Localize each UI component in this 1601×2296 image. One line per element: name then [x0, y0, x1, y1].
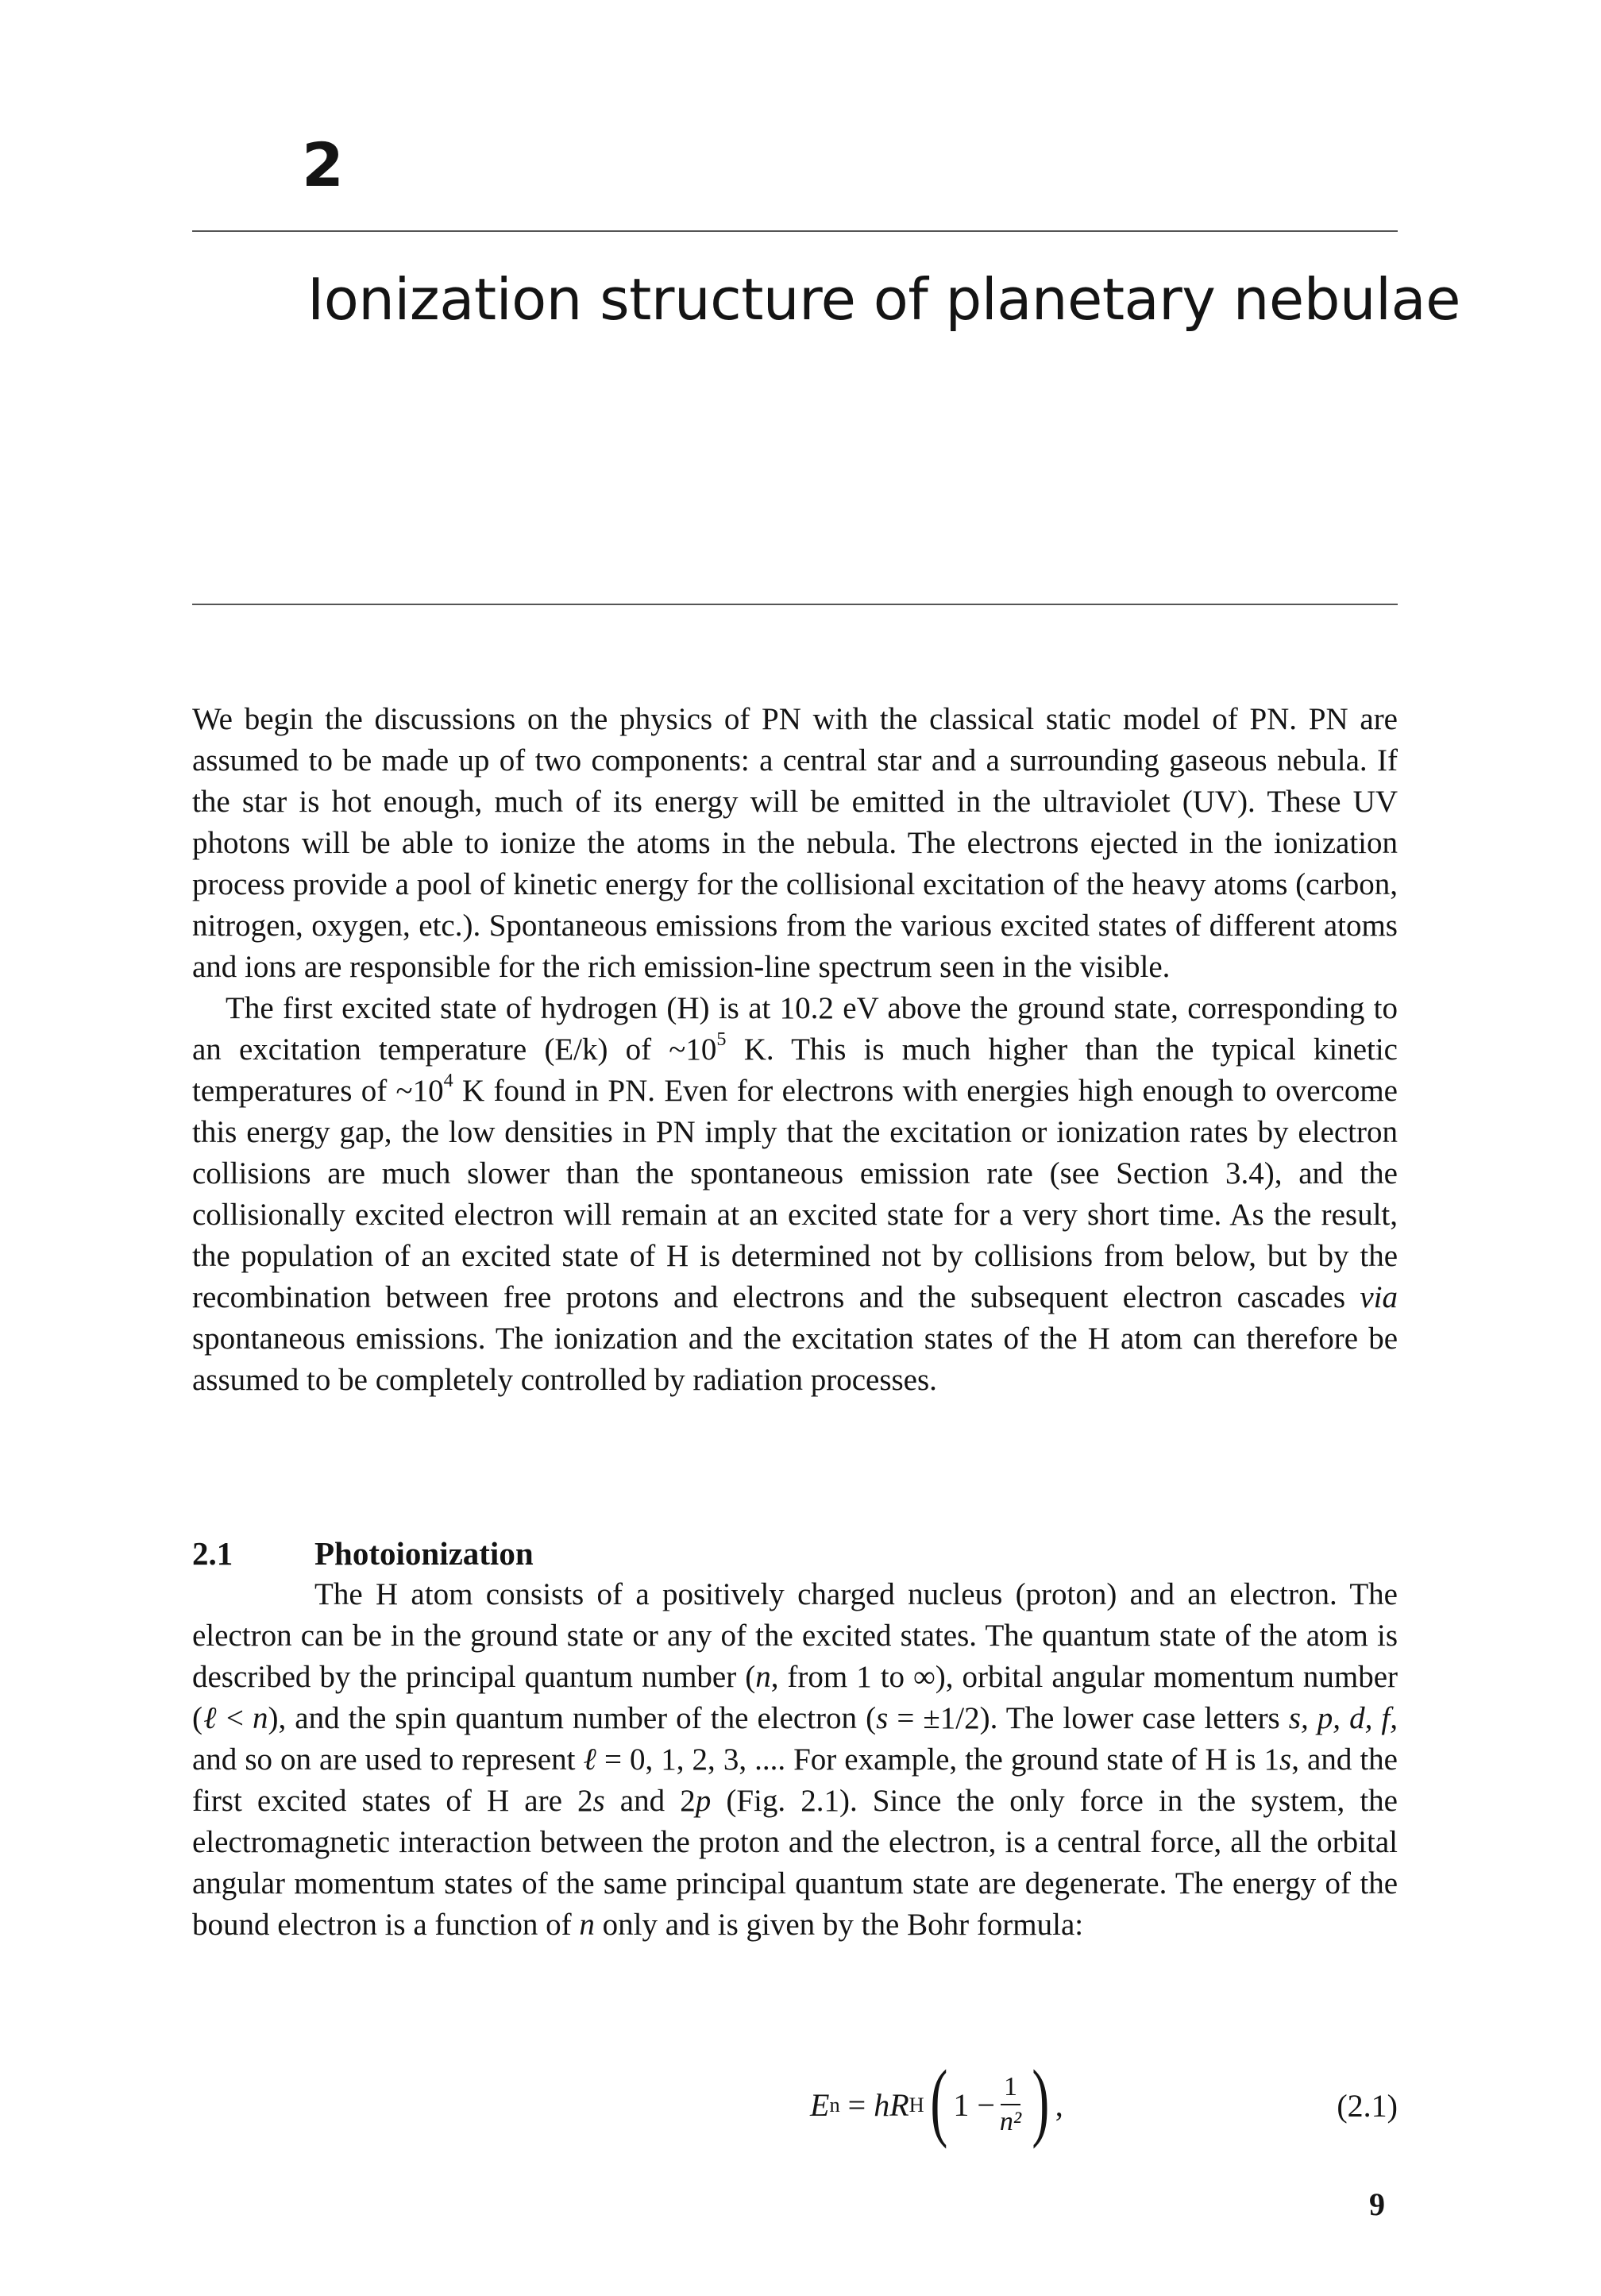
equation-body: E n = hR H ( 1 − $\frac{1}{\text{n²}}$ ) , [810, 2052, 1063, 2149]
section-number: 2.1 [192, 1535, 233, 1572]
right-paren: ) [1032, 2052, 1050, 2149]
intro-paragraph-2: The first excited state of hydrogen (H) is at 10.2 eV above the ground state, corresponding to an excitation temperature (E/k) of $\sim 10^5$ K. This is much higher than the typical kinetic temperatures of $\sim 10^4$ K found in PN. Even for electrons with energies high enough to overcome this energy gap, the low densities in PN imply that the excitation or ionization rates by electron collisions are much slower than the spontaneous emission rate (see Section 3.4), and the collisionally excited electron will remain at an excited state for a very short time. As the result, the population of an excited state of H is determined not by collisions from below, but by the recombination between free protons and electrons and the subsequent electron cascades via spontaneous emissions. The ionization and the excitation states of the H atom can therefore be assumed to be completely controlled by radiation processes. [192, 991, 1398, 1397]
top-rule [192, 230, 1398, 232]
equation-number: (2.1) [1337, 2088, 1398, 2124]
section-title: Photoionization [314, 1535, 534, 1572]
section-heading [192, 1533, 534, 1574]
section-paragraph-1: The H atom consists of a positively charged nucleus (proton) and an electron. The electron can be in the ground state or any of the excited states. The quantum state of the atom is described by the principal quantum number (n, from 1 to ∞), orbital angular momentum number (ℓ < n), and the spin quantum number of the electron (s = ±1/2). The lower case letters s, p, d, f, and so on are used to represent ℓ = 0, 1, 2, 3, .... For example, the ground state of H is 1s, and the first excited states of H are 2s and 2p (Fig. 2.1). Since the only force in the system, the electromagnetic interaction between the proton and the electron, is a central force, all the orbital angular momentum states of the same principal quantum state are degenerate. The energy of the bound electron is a function of n only and is given by the Bohr formula: [192, 1577, 1398, 1942]
page-number: 9 [1369, 2186, 1385, 2222]
intro-text [192, 699, 1398, 1401]
chapter-number: 2 [302, 129, 344, 200]
bohr-equation [192, 2052, 1398, 2152]
section-text [192, 1574, 1398, 1946]
left-paren: ( [930, 2052, 948, 2149]
chapter-title: Ionization structure of planetary nebulae [307, 266, 1460, 333]
fraction: $\frac{1}{\text{n²}}$ [999, 2072, 1022, 2136]
intro-paragraph-1: We begin the discussions on the physics of PN with the classical static model of PN. PN are assumed to be made up of two components: a central star and a surrounding gaseous nebula. If the star is hot enough, much of its energy will be emitted in the ultraviolet (UV). These UV photons will be able to ionize the atoms in the nebula. The electrons ejected in the ionization process provide a pool of kinetic energy for the collisional excitation of the heavy atoms (carbon, nitrogen, oxygen, etc.). Spontaneous emissions from the various excited states of different atoms and ions are responsible for the rich emission-line spectrum seen in the visible. [192, 702, 1398, 984]
title-bottom-rule [192, 604, 1398, 605]
